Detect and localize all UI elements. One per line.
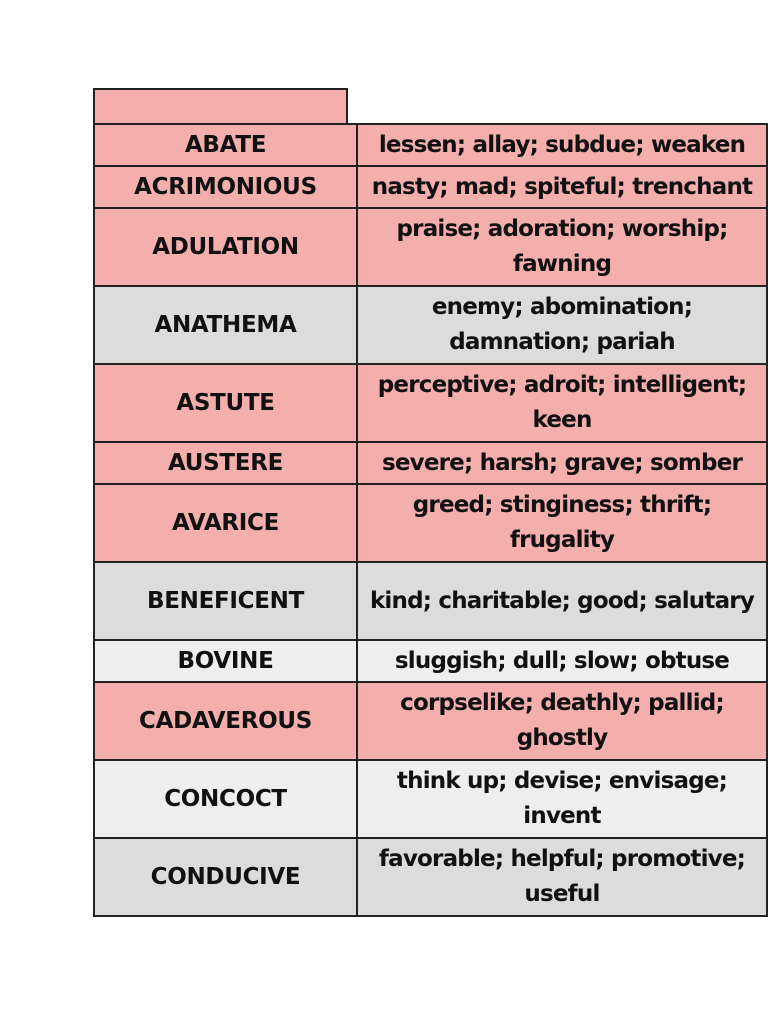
synonyms-cell[interactable]: perceptive; adroit; intelligent; keen (357, 364, 767, 442)
header-row (93, 88, 750, 123)
table-row (94, 484, 767, 562)
table-row (94, 640, 767, 682)
table-row (94, 838, 767, 916)
word-cell[interactable]: AVARICE (94, 484, 357, 562)
synonyms-cell[interactable]: praise; adoration; worship; fawning (357, 208, 767, 286)
synonyms-cell[interactable]: severe; harsh; grave; somber (357, 442, 767, 484)
word-cell[interactable]: ANATHEMA (94, 286, 357, 364)
word-cell[interactable]: ASTUTE (94, 364, 357, 442)
table-row (94, 442, 767, 484)
synonyms-cell[interactable]: enemy; abomination; damnation; pariah (357, 286, 767, 364)
vocabulary-sheet (93, 88, 755, 917)
table-row (94, 562, 767, 640)
synonyms-cell[interactable]: lessen; allay; subdue; weaken (357, 124, 767, 166)
word-cell[interactable]: AUSTERE (94, 442, 357, 484)
synonyms-cell[interactable]: think up; devise; envisage; invent (357, 760, 767, 838)
synonyms-cell[interactable]: nasty; mad; spiteful; trenchant (357, 166, 767, 208)
word-cell[interactable]: CADAVEROUS (94, 682, 357, 760)
word-cell[interactable]: BENEFICENT (94, 562, 357, 640)
word-cell[interactable]: BOVINE (94, 640, 357, 682)
table-row (94, 364, 767, 442)
synonyms-cell[interactable]: greed; stinginess; thrift; frugality (357, 484, 767, 562)
word-cell[interactable]: ADULATION (94, 208, 357, 286)
synonyms-cell[interactable]: kind; charitable; good; salutary (357, 562, 767, 640)
synonyms-cell[interactable]: sluggish; dull; slow; obtuse (357, 640, 767, 682)
synonyms-cell[interactable]: favorable; helpful; promotive; useful (357, 838, 767, 916)
table-row (94, 124, 767, 166)
word-cell[interactable]: ACRIMONIOUS (94, 166, 357, 208)
header-cell-blank[interactable] (93, 88, 348, 123)
synonyms-cell[interactable]: corpselike; deathly; pallid; ghostly (357, 682, 767, 760)
vocabulary-table-body (94, 124, 767, 916)
table-row (94, 166, 767, 208)
table-row (94, 682, 767, 760)
word-cell[interactable]: ABATE (94, 124, 357, 166)
vocabulary-table (93, 123, 768, 917)
table-row (94, 760, 767, 838)
table-row (94, 208, 767, 286)
word-cell[interactable]: CONDUCIVE (94, 838, 357, 916)
table-row (94, 286, 767, 364)
word-cell[interactable]: CONCOCT (94, 760, 357, 838)
